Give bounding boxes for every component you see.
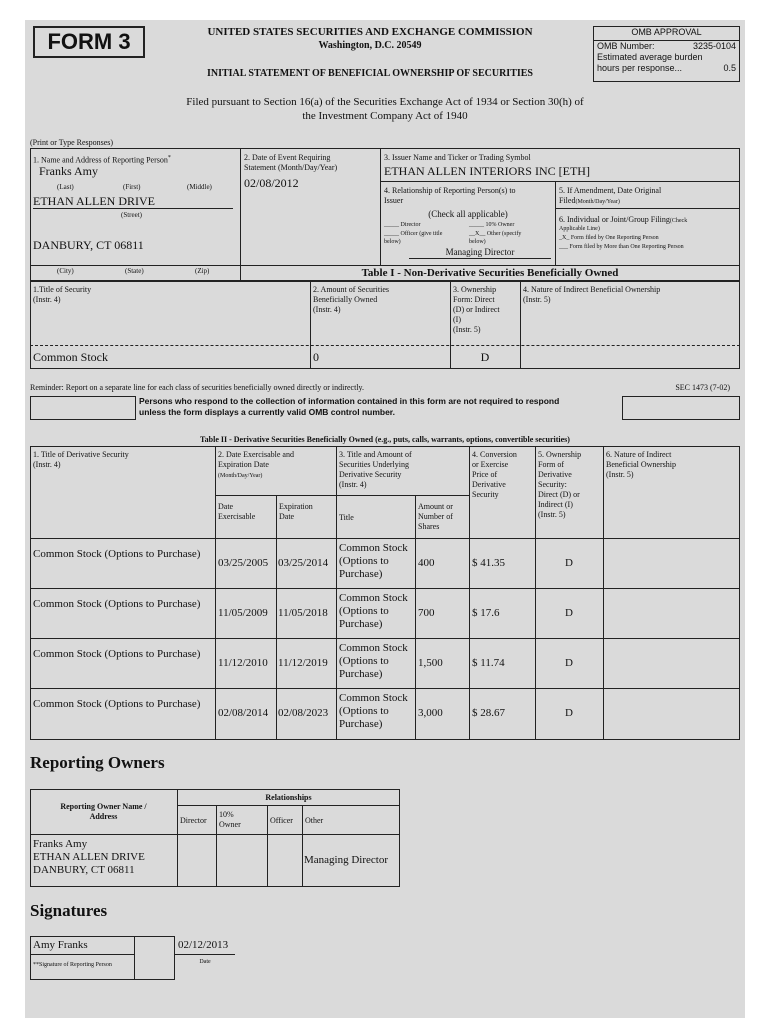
signer-name: Amy Franks: [33, 939, 88, 951]
box5-label-1: 5. If Amendment, Date Original: [559, 186, 662, 195]
expiration-date: 02/08/2023: [278, 707, 329, 719]
box6-label-1: 6. Individual or Joint/Group Filing(Check: [559, 215, 688, 224]
omb-burden-line2: hours per response...: [597, 63, 683, 73]
other-option-2: below): [469, 239, 486, 245]
underlying-shares: 3,000: [418, 707, 443, 719]
date-exercisable: 11/05/2009: [218, 607, 268, 619]
city-label: (City): [57, 267, 74, 275]
deriv-title: Common Stock (Options to Purchase): [33, 648, 201, 660]
owner-other-relationship: Managing Director: [304, 854, 388, 866]
exercise-price: $ 11.74: [472, 657, 505, 669]
relationships-header: Relationships: [265, 793, 312, 802]
ten-pct-header: 10% Owner: [219, 810, 241, 829]
form-document: [25, 20, 745, 1018]
table1-row-title: Common Stock: [33, 350, 109, 364]
omb-title: OMB APPROVAL: [594, 27, 739, 41]
underlying-title: Common Stock (Options to Purchase): [339, 542, 408, 580]
table2-col6-header: 6. Nature of Indirect Beneficial Ownership (Instr. 5): [606, 450, 676, 479]
box2-label-1: 2. Date of Event Requiring: [244, 153, 331, 162]
table2-col1-header: 1. Title of Derivative Security (Instr. 4): [33, 450, 129, 469]
director-header: Director: [180, 816, 207, 825]
reporting-owners-heading: Reporting Owners: [30, 753, 165, 772]
table2-sub-date-exercisable: Date Exercisable: [218, 502, 256, 521]
signatures-heading: Signatures: [30, 901, 108, 920]
event-date: 02/08/2012: [244, 176, 299, 190]
table2-sub-expiration: Expiration Date: [279, 502, 313, 521]
omb-burden-line1: Estimated average burden: [597, 52, 703, 62]
expiration-date: 11/12/2019: [278, 657, 328, 669]
officer-option: _____ Officer (give title: [384, 231, 443, 237]
table1-col2-header: 2. Amount of Securities Beneficially Owned (Instr. 4): [313, 285, 389, 314]
table2-col5-header: 5. Ownership Form of Derivative Security: Direct (D) or Indirect (I) (Instr. 5): [538, 450, 582, 519]
omb-number: 3235-0104: [692, 41, 736, 51]
officer-option-2: below): [384, 239, 401, 245]
table1-row-amount: 0: [313, 350, 319, 364]
box3-label: 3. Issuer Name and Ticker or Trading Symbol: [384, 153, 531, 162]
table2-title: Table II - Derivative Securities Beneficially Owned (e.g., puts, calls, warrants, options, convertible securities): [200, 435, 570, 444]
ten-pct-owner-option: _____ 10% Owner: [469, 222, 515, 228]
signature-date: 02/12/2013: [178, 939, 229, 951]
box1-label: 1. Name and Address of Reporting Person*: [33, 155, 171, 165]
ownership-form: D: [565, 657, 573, 669]
underlying-title: Common Stock (Options to Purchase): [339, 592, 408, 630]
underlying-shares: 700: [418, 607, 435, 619]
street-label: (Street): [121, 211, 142, 219]
table2-sub-amount: Amount or Number of Shares: [418, 502, 453, 531]
table1-col3-header: 3. Ownership Form: Direct (D) or Indirect (I) (Instr. 5): [453, 285, 500, 334]
zip-label: (Zip): [195, 267, 210, 275]
filed-pursuant-line2: the Investment Company Act of 1940: [302, 110, 468, 122]
state-label: (State): [125, 267, 144, 275]
date-label: Date: [199, 959, 211, 965]
date-exercisable: 11/12/2010: [218, 657, 268, 669]
reminder-text: Reminder: Report on a separate line for each class of securities beneficially owned directly or indirectly.: [30, 383, 365, 392]
persons-notice-1: Persons who respond to the collection of information contained in this form are not required to respond: [139, 396, 560, 406]
deriv-title: Common Stock (Options to Purchase): [33, 548, 201, 560]
check-all-label: (Check all applicable): [428, 209, 508, 219]
deriv-title: Common Stock (Options to Purchase): [33, 598, 201, 610]
officer-header: Officer: [270, 816, 293, 825]
ownership-form: D: [565, 707, 573, 719]
date-exercisable: 02/08/2014: [218, 707, 269, 719]
box2-label-2: Statement (Month/Day/Year): [244, 163, 338, 172]
box4-label-1: 4. Relationship of Reporting Person(s) to: [384, 186, 516, 195]
exercise-price: $ 28.67: [472, 707, 505, 719]
multi-person-option: ___ Form filed by More than One Reporting Person: [559, 244, 684, 250]
underlying-shares: 400: [418, 557, 435, 569]
omb-burden-value: 0.5: [723, 63, 736, 73]
table2-col2-header: 2. Date Exercisable and Expiration Date: [218, 450, 294, 469]
agency-city: Washington, D.C. 20549: [318, 40, 422, 51]
persons-notice-2: unless the form displays a currently valid OMB control number.: [139, 407, 396, 417]
exercise-price: $ 41.35: [472, 557, 505, 569]
sec-code: SEC 1473 (7-02): [675, 383, 730, 392]
underlying-title: Common Stock (Options to Purchase): [339, 642, 408, 680]
other-option: __X__ Other (specify: [469, 231, 522, 237]
table1-title: Table I - Non-Derivative Securities Beneficially Owned: [361, 267, 619, 279]
city-value: DANBURY, CT 06811: [33, 238, 144, 252]
omb-approval-box: [593, 26, 740, 82]
blank-box-left: [30, 396, 136, 420]
table1-row-form: D: [480, 350, 490, 364]
owner-name-header: Reporting Owner Name / Address: [60, 802, 147, 821]
signature-label: **Signature of Reporting Person: [33, 962, 112, 968]
officer-title-value: Managing Director: [409, 247, 551, 259]
box6-label-2: Applicable Line): [559, 226, 600, 232]
table2-col3-header: 3. Title and Amount of Securities Underlying Derivative Security (Instr. 4): [339, 450, 412, 489]
table2-sub-title: Title: [339, 513, 354, 522]
form-label: FORM 3: [33, 26, 145, 58]
expiration-date: 03/25/2014: [278, 557, 329, 569]
deriv-title: Common Stock (Options to Purchase): [33, 698, 201, 710]
one-person-option: _X_ Form filed by One Reporting Person: [559, 235, 659, 241]
other-header: Other: [305, 816, 324, 825]
agency-name: UNITED STATES SECURITIES AND EXCHANGE COMMISSION: [207, 26, 533, 38]
director-option: _____ Director: [384, 222, 421, 228]
last-label: (Last): [57, 183, 74, 191]
street-value: ETHAN ALLEN DRIVE: [33, 194, 155, 208]
date-exercisable: 03/25/2005: [218, 557, 269, 569]
box4-label-2: Issuer: [384, 196, 404, 205]
issuer-name: ETHAN ALLEN INTERIORS INC [ETH]: [384, 164, 590, 178]
owner-name-address: Franks Amy ETHAN ALLEN DRIVE DANBURY, CT 06811: [33, 838, 145, 876]
table1-col4-header: 4. Nature of Indirect Beneficial Ownership (Instr. 5): [523, 285, 661, 304]
middle-label: (Middle): [187, 183, 212, 191]
exercise-price: $ 17.6: [472, 607, 500, 619]
blank-box-right: [622, 396, 740, 420]
omb-number-label: OMB Number:: [597, 41, 655, 51]
expiration-date: 11/05/2018: [278, 607, 328, 619]
table2-col4-header: 4. Conversion or Exercise Price of Derivative Security: [472, 450, 517, 499]
table1-col1-header: 1.Title of Security (Instr. 4): [33, 285, 92, 304]
table2-col2-subheader: (Month/Day/Year): [218, 473, 263, 479]
underlying-title: Common Stock (Options to Purchase): [339, 692, 408, 730]
filed-pursuant-line1: Filed pursuant to Section 16(a) of the Securities Exchange Act of 1934 or Section 30(h) of: [186, 96, 584, 108]
ownership-form: D: [565, 607, 573, 619]
reporting-person-name: Franks Amy: [39, 164, 99, 178]
ownership-form: D: [565, 557, 573, 569]
first-label: (First): [123, 183, 141, 191]
print-note: (Print or Type Responses): [30, 138, 114, 147]
underlying-shares: 1,500: [418, 657, 443, 669]
form-title: INITIAL STATEMENT OF BENEFICIAL OWNERSHIP OF SECURITIES: [206, 68, 533, 79]
box5-label-2: Filed(Month/Day/Year): [559, 196, 620, 205]
